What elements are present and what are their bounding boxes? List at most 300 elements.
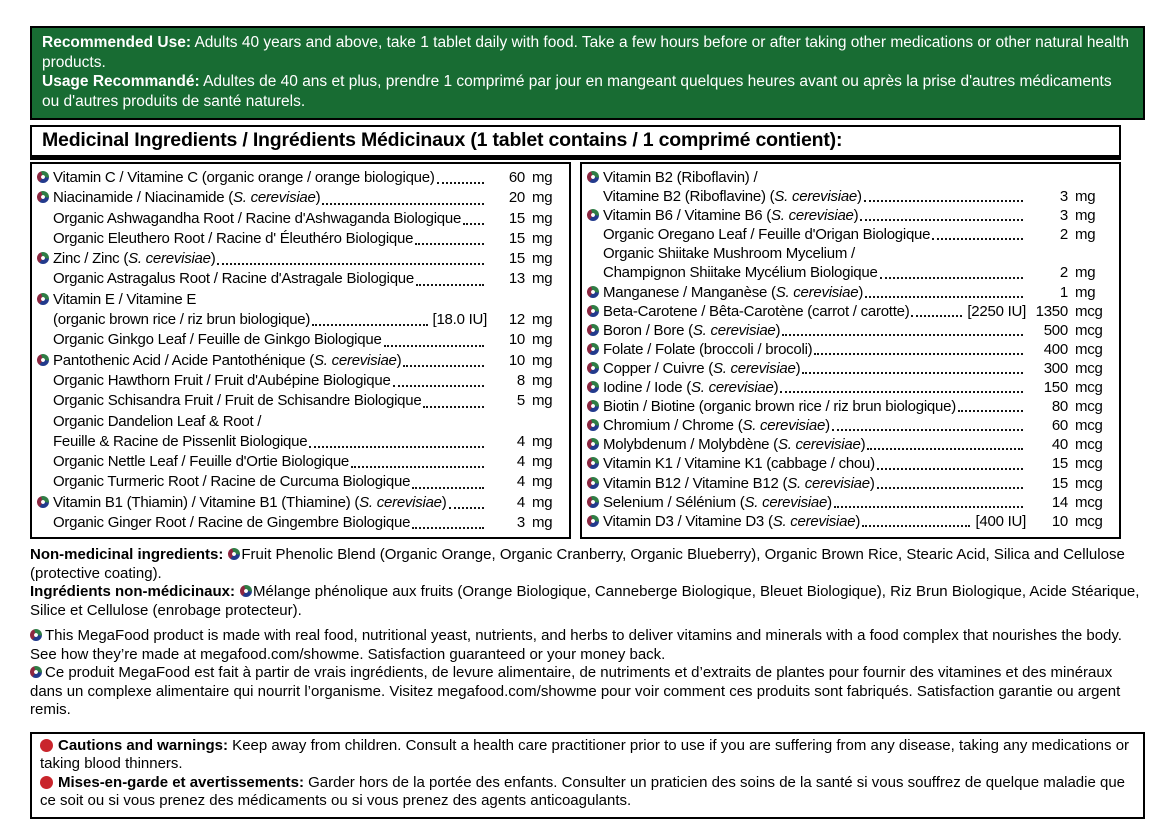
dot-leader bbox=[423, 406, 484, 408]
text: Zinc / Zinc ( bbox=[53, 250, 129, 268]
ingredient-amount: 14 bbox=[1051, 493, 1068, 511]
dot-leader bbox=[880, 277, 1023, 279]
text: Organic Oregano Leaf / Feuille d'Origan Biologique bbox=[603, 226, 931, 244]
ingredient-row bbox=[37, 391, 562, 411]
iu-value: [2250 IU] bbox=[967, 302, 1026, 320]
paragraph-label: Cautions and warnings: bbox=[58, 736, 229, 754]
ingredient-icon-cell bbox=[587, 454, 603, 473]
ingredient-amount: 15 bbox=[508, 209, 525, 227]
recommended-use-box bbox=[30, 26, 1145, 120]
ingredient-icon-cell bbox=[587, 493, 603, 512]
ingredient-icon-cell bbox=[587, 283, 603, 302]
text: ) bbox=[827, 493, 832, 511]
pinwheel-icon bbox=[228, 548, 240, 560]
ingredient-icon-cell bbox=[587, 302, 603, 321]
ingredient-icon-cell bbox=[587, 416, 603, 435]
ingredient-name bbox=[603, 416, 830, 435]
text: Mélange phénolique aux fruits (Orange Biologique, Canneberge Biologique, Bleuet Biologique), Riz Brun Biologique, Acide Stéarique, Silice et Cellulose (enrobage protecteur). bbox=[30, 583, 1140, 619]
ingredient-amount: 300 bbox=[1043, 359, 1068, 377]
pinwheel-icon bbox=[587, 419, 599, 431]
text: Chromium / Chrome ( bbox=[603, 417, 743, 435]
latin-name-text: S. cerevisiae bbox=[771, 207, 854, 225]
text: ) bbox=[210, 250, 216, 268]
ingredient-name bbox=[603, 397, 956, 416]
ingredient-icon-cell bbox=[587, 435, 603, 454]
paragraph-label: Usage Recommandé: bbox=[42, 73, 200, 90]
text: Organic Eleuthero Root / Racine d' Éleuthéro Biologique bbox=[53, 229, 414, 247]
ingredient-row bbox=[587, 340, 1112, 359]
text: Vitamin C / Vitamine C (organic orange / orange biologique) bbox=[53, 169, 435, 186]
ingredient-row bbox=[37, 493, 562, 513]
ingredient-amount: 12 bbox=[508, 311, 525, 329]
latin-name-text: S. cerevisiae bbox=[777, 436, 861, 454]
ingredient-name bbox=[603, 435, 865, 454]
ingredient-row bbox=[587, 302, 1112, 321]
ingredient-amount: 2 bbox=[1059, 264, 1068, 282]
paragraph bbox=[30, 664, 1145, 720]
text: ) bbox=[853, 207, 859, 225]
ingredient-unit: mcg bbox=[1075, 359, 1103, 377]
ingredient-name bbox=[603, 359, 800, 378]
pinwheel-icon bbox=[30, 666, 42, 678]
ingredient-unit: mg bbox=[532, 473, 553, 491]
text: Keep away from children. Consult a health care practitioner prior to use if you are suffering from any disease, taking any medications or taking blood thinners. bbox=[40, 736, 1130, 773]
text: ) bbox=[860, 436, 866, 454]
text: Organic Turmeric Root / Racine de Curcuma Biologique bbox=[53, 473, 411, 491]
dot-leader bbox=[877, 468, 1023, 470]
paragraph-label: Recommended Use: bbox=[42, 34, 192, 51]
ingredient-icon-cell bbox=[587, 206, 603, 225]
paragraph-label: Ingrédients non-médicinaux: bbox=[30, 583, 236, 601]
ingredient-amount: 15 bbox=[1051, 455, 1068, 473]
ingredient-row bbox=[37, 249, 562, 269]
ingredient-unit: mcg bbox=[1075, 302, 1103, 320]
text: Vitamin K1 / Vitamine K1 (cabbage / chou) bbox=[603, 455, 875, 473]
ingredient-row bbox=[37, 188, 562, 208]
pinwheel-icon bbox=[587, 457, 599, 469]
ingredient-row bbox=[587, 359, 1112, 378]
ingredient-unit: mg bbox=[532, 351, 553, 369]
ingredient-amount: 3 bbox=[1059, 207, 1068, 225]
ingredient-row bbox=[37, 269, 562, 289]
ingredient-unit: mg bbox=[1075, 226, 1096, 244]
dot-leader bbox=[814, 353, 1023, 355]
text: Champignon Shiitake Mycélium Biologique bbox=[603, 264, 878, 282]
pinwheel-icon bbox=[587, 286, 599, 298]
dot-leader bbox=[911, 315, 962, 317]
ingredient-row bbox=[587, 321, 1112, 340]
ingredient-amount: 4 bbox=[516, 453, 525, 471]
ingredient-name bbox=[603, 474, 875, 493]
ingredient-name bbox=[53, 452, 349, 472]
dot-leader bbox=[416, 284, 484, 286]
ingredient-unit: mg bbox=[532, 169, 553, 186]
ingredient-amount: 3 bbox=[516, 514, 525, 532]
ingredient-row bbox=[37, 452, 562, 472]
text: Boron / Bore ( bbox=[603, 321, 693, 339]
text: ) bbox=[825, 417, 830, 435]
dot-leader bbox=[958, 410, 1023, 412]
ingredient-unit: mcg bbox=[1075, 436, 1103, 454]
dot-leader bbox=[403, 365, 484, 367]
latin-name-text: S. cerevisiae bbox=[690, 379, 774, 397]
ingredient-unit: mg bbox=[532, 229, 553, 247]
ingredient-amount: 400 bbox=[1043, 340, 1068, 358]
pinwheel-icon bbox=[587, 343, 599, 355]
latin-name-text: S. cerevisiae bbox=[742, 417, 826, 435]
dot-leader bbox=[802, 372, 1023, 374]
ingredient-name bbox=[53, 371, 391, 391]
ingredient-icon-cell bbox=[587, 340, 603, 359]
dot-leader bbox=[865, 296, 1023, 298]
text: Organic Nettle Leaf / Feuille d'Ortie Biologique bbox=[53, 453, 350, 471]
ingredient-icon-cell bbox=[587, 168, 603, 187]
pinwheel-icon bbox=[587, 438, 599, 450]
ingredient-amount: 60 bbox=[508, 169, 525, 186]
ingredient-amount: 150 bbox=[1043, 379, 1068, 397]
text: Organic Ginger Root / Racine de Gingembre Biologique bbox=[53, 514, 411, 532]
pinwheel-icon bbox=[587, 362, 599, 374]
ingredient-row bbox=[587, 244, 1112, 263]
ingredient-unit: mg bbox=[532, 209, 553, 227]
ingredient-unit: mcg bbox=[1075, 474, 1103, 492]
ingredient-row bbox=[587, 187, 1112, 206]
ingredient-name bbox=[53, 330, 382, 350]
ingredients-column-right bbox=[580, 162, 1121, 539]
text: Molybdenum / Molybdène ( bbox=[603, 436, 778, 454]
ingredient-row bbox=[37, 371, 562, 391]
ingredient-row bbox=[587, 474, 1112, 493]
ingredient-unit: mg bbox=[532, 493, 553, 511]
ingredient-name bbox=[603, 187, 862, 206]
text: Vitamin B1 (Thiamin) / Vitamine B1 (Thiamine) ( bbox=[53, 493, 360, 511]
text: ) bbox=[869, 474, 875, 492]
paragraph bbox=[30, 583, 1145, 620]
iu-value: [400 IU] bbox=[975, 512, 1026, 530]
ingredient-name bbox=[53, 269, 414, 289]
ingredient-unit: mg bbox=[532, 270, 553, 288]
ingredient-row bbox=[587, 416, 1112, 435]
dot-leader bbox=[834, 506, 1023, 508]
ingredient-amount: 1 bbox=[1059, 283, 1068, 301]
ingredient-row bbox=[587, 263, 1112, 282]
dot-leader bbox=[780, 391, 1023, 393]
ingredient-amount: 13 bbox=[508, 270, 525, 288]
ingredient-unit: mcg bbox=[1075, 512, 1103, 530]
ingredient-row bbox=[37, 209, 562, 229]
pinwheel-icon bbox=[587, 209, 599, 221]
ingredient-amount: 2 bbox=[1059, 226, 1068, 244]
medicinal-ingredients-title: Medicinal Ingredients / Ingrédients Médicinaux (1 tablet contains / 1 comprimé contient): bbox=[42, 129, 843, 151]
ingredient-row bbox=[37, 310, 562, 330]
ingredient-icon-cell bbox=[37, 168, 53, 188]
ingredient-name bbox=[53, 412, 261, 432]
ingredient-row bbox=[37, 412, 562, 432]
ingredient-unit: mcg bbox=[1075, 340, 1103, 358]
ingredient-name bbox=[53, 229, 413, 249]
text: Adultes de 40 ans et plus, prendre 1 comprimé par jour en mangeant quelques heures avant ou après la prise d'autres médicaments ou d'autres produits de santé naturels. bbox=[42, 73, 1112, 110]
text: Organic Dandelion Leaf & Root / bbox=[53, 412, 262, 430]
ingredient-icon-cell bbox=[37, 351, 53, 371]
dot-leader bbox=[393, 385, 484, 387]
ingredient-row bbox=[37, 513, 562, 533]
ingredient-amount: 15 bbox=[1051, 474, 1068, 492]
ingredient-icon-cell bbox=[37, 493, 53, 513]
ingredient-icon-cell bbox=[587, 321, 603, 340]
ingredient-name bbox=[53, 351, 401, 371]
ingredient-row bbox=[37, 351, 562, 371]
paragraph-label: Mises-en-garde et avertissements: bbox=[58, 773, 304, 791]
text: Ce produit MegaFood est fait à partir de vrais ingrédients, de levure alimentaire, de nutriments et d’extraits de plantes pour fournir des vitamines et des minéraux dans un complexe alimentaire qui nourrit l’organisme. Visitez megafood.com/showme pour voir comment ces produits sont fabriqués. Satisfaction garantie ou argent remis. bbox=[30, 664, 1121, 719]
dot-leader bbox=[782, 334, 1023, 336]
text: Organic Ashwagandha Root / Racine d'Ashwaganda Biologique bbox=[53, 209, 462, 227]
text: ) bbox=[775, 321, 781, 339]
ingredient-name bbox=[603, 225, 930, 244]
text: Organic Astragalus Root / Racine d'Astragale Biologique bbox=[53, 270, 414, 288]
dot-leader bbox=[862, 525, 970, 527]
latin-name-text: S. cerevisiae bbox=[787, 474, 870, 492]
ingredient-amount: 40 bbox=[1051, 436, 1068, 454]
ingredient-unit: mcg bbox=[1075, 455, 1103, 473]
pinwheel-icon bbox=[37, 252, 49, 264]
latin-name-text: S. cerevisiae bbox=[233, 189, 316, 207]
ingredient-name bbox=[603, 493, 832, 512]
dot-leader bbox=[384, 345, 484, 347]
ingredient-icon-cell bbox=[587, 378, 603, 397]
ingredient-name bbox=[603, 283, 863, 302]
text: Vitamin B2 (Riboflavin) / bbox=[603, 169, 758, 186]
ingredient-amount: 3 bbox=[1059, 188, 1068, 206]
ingredient-amount: 5 bbox=[516, 392, 525, 410]
pinwheel-icon bbox=[37, 354, 49, 366]
text: Copper / Cuivre ( bbox=[603, 359, 713, 377]
text: Organic Schisandra Fruit / Fruit de Schisandre Biologique bbox=[53, 392, 422, 410]
text: Manganese / Manganèse ( bbox=[603, 283, 776, 301]
ingredient-row bbox=[37, 432, 562, 452]
paragraph-label: Non-medicinal ingredients: bbox=[30, 546, 224, 564]
latin-name-text: S. cerevisiae bbox=[692, 321, 776, 339]
pinwheel-icon bbox=[587, 477, 599, 489]
ingredient-icon-cell bbox=[37, 249, 53, 269]
iu-value: [18.0 IU] bbox=[432, 311, 487, 329]
pinwheel-icon bbox=[240, 585, 252, 597]
pinwheel-icon bbox=[37, 191, 49, 203]
ingredient-name bbox=[53, 310, 310, 330]
dot-leader bbox=[415, 243, 484, 245]
text: Feuille & Racine de Pissenlit Biologique bbox=[53, 432, 308, 450]
text: Organic Ginkgo Leaf / Feuille de Ginkgo Biologique bbox=[53, 331, 382, 349]
dot-leader bbox=[312, 324, 427, 326]
ingredient-amount: 10 bbox=[508, 331, 525, 349]
text: (organic brown rice / riz brun biologique) bbox=[53, 311, 311, 329]
ingredient-unit: mg bbox=[532, 331, 553, 349]
ingredient-unit: mg bbox=[532, 432, 553, 450]
ingredient-icon-cell bbox=[587, 512, 603, 531]
dot-leader bbox=[437, 182, 484, 184]
medicinal-ingredients-header bbox=[30, 125, 1121, 160]
ingredient-unit: mg bbox=[532, 514, 553, 532]
ingredient-unit: mg bbox=[532, 392, 553, 410]
latin-name-text: S. cerevisiae bbox=[314, 351, 397, 369]
warning-bullet-icon bbox=[40, 776, 53, 789]
paragraph bbox=[42, 33, 1133, 72]
text: Vitamin B12 / Vitamine B12 ( bbox=[603, 474, 788, 492]
text: Pantothenic Acid / Acide Pantothénique ( bbox=[53, 351, 315, 369]
pinwheel-icon bbox=[37, 496, 49, 508]
text: Iodine / Iode ( bbox=[603, 379, 691, 397]
latin-name-text: S. cerevisiae bbox=[772, 512, 856, 530]
ingredient-row bbox=[37, 330, 562, 350]
dot-leader bbox=[860, 219, 1023, 221]
dot-leader bbox=[412, 527, 484, 529]
dot-leader bbox=[217, 263, 484, 265]
dot-leader bbox=[449, 507, 484, 509]
ingredient-amount: 15 bbox=[508, 229, 525, 247]
dot-leader bbox=[932, 238, 1023, 240]
ingredient-row bbox=[37, 472, 562, 492]
ingredient-unit: mg bbox=[1075, 283, 1096, 301]
ingredient-name bbox=[53, 249, 215, 269]
text: Adults 40 years and above, take 1 tablet daily with food. Take a few hours before or after taking other medications or other natural health products. bbox=[42, 34, 1130, 71]
text: Vitamin E / Vitamine E bbox=[53, 290, 197, 308]
ingredient-amount: 4 bbox=[516, 493, 525, 511]
text: Biotin / Biotine (organic brown rice / riz brun biologique) bbox=[603, 398, 956, 416]
ingredient-amount: 80 bbox=[1051, 398, 1068, 416]
ingredient-row bbox=[587, 435, 1112, 454]
ingredient-row bbox=[587, 512, 1112, 531]
latin-name-text: S. cerevisiae bbox=[128, 250, 211, 268]
dot-leader bbox=[463, 223, 484, 225]
text: Vitamine B2 (Riboflavine) ( bbox=[603, 188, 775, 206]
pinwheel-icon bbox=[37, 293, 49, 305]
ingredient-row bbox=[587, 168, 1112, 187]
text: Selenium / Sélénium ( bbox=[603, 493, 745, 511]
ingredient-name bbox=[603, 263, 878, 282]
pinwheel-icon bbox=[587, 400, 599, 412]
dot-leader bbox=[322, 203, 484, 205]
ingredient-row bbox=[587, 493, 1112, 512]
pinwheel-icon bbox=[587, 171, 599, 183]
ingredient-name bbox=[53, 472, 410, 492]
ingredient-row bbox=[37, 168, 562, 188]
ingredient-unit: mg bbox=[1075, 207, 1096, 225]
dot-leader bbox=[351, 466, 484, 468]
dot-leader bbox=[877, 487, 1023, 489]
latin-name-text: S. cerevisiae bbox=[775, 283, 859, 301]
ingredient-row bbox=[587, 225, 1112, 244]
ingredient-amount: 500 bbox=[1043, 321, 1068, 339]
ingredient-unit: mcg bbox=[1075, 493, 1103, 511]
pinwheel-icon bbox=[587, 381, 599, 393]
dot-leader bbox=[832, 429, 1023, 431]
ingredient-name bbox=[603, 512, 860, 531]
ingredient-name bbox=[53, 391, 421, 411]
ingredient-name bbox=[603, 244, 855, 263]
pinwheel-icon bbox=[30, 629, 42, 641]
latin-name-text: S. cerevisiae bbox=[774, 188, 858, 206]
ingredient-icon-cell bbox=[587, 397, 603, 416]
ingredient-unit: mg bbox=[1075, 264, 1096, 282]
ingredient-name bbox=[603, 378, 778, 397]
ingredient-name bbox=[53, 188, 320, 208]
ingredient-row bbox=[587, 283, 1112, 302]
ingredient-name bbox=[53, 493, 447, 513]
ingredient-unit: mg bbox=[532, 311, 553, 329]
pinwheel-icon bbox=[587, 324, 599, 336]
latin-name-text: S. cerevisiae bbox=[359, 493, 442, 511]
ingredient-unit: mcg bbox=[1075, 379, 1103, 397]
pinwheel-icon bbox=[37, 171, 49, 183]
text: ) bbox=[396, 351, 402, 369]
ingredient-name bbox=[53, 513, 410, 533]
ingredient-amount: 1350 bbox=[1035, 302, 1068, 320]
text: ) bbox=[315, 189, 321, 207]
ingredient-row bbox=[587, 454, 1112, 473]
text: Folate / Folate (broccoli / brocoli) bbox=[603, 340, 813, 358]
ingredient-name bbox=[603, 168, 757, 187]
text: Fruit Phenolic Blend (Organic Orange, Organic Cranberry, Organic Blueberry), Organic Brown Rice, Stearic Acid, Silica and Cellulose (protective coating). bbox=[30, 546, 1125, 582]
latin-name-text: S. cerevisiae bbox=[712, 359, 796, 377]
ingredient-amount: 8 bbox=[516, 371, 525, 389]
text: This MegaFood product is made with real food, nutritional yeast, nutrients, and herbs to deliver vitamins and minerals with a food complex that nourishes the body. See how they’re made at megafood.com/showme. Satisfaction guaranteed or your money back. bbox=[30, 627, 1122, 663]
ingredient-icon-cell bbox=[37, 290, 53, 310]
text: ) bbox=[773, 379, 779, 397]
ingredient-unit: mcg bbox=[1075, 398, 1103, 416]
ingredient-row bbox=[587, 397, 1112, 416]
ingredient-amount: 15 bbox=[508, 250, 525, 268]
ingredient-amount: 10 bbox=[508, 351, 525, 369]
ingredient-amount: 4 bbox=[516, 432, 525, 450]
cautions-box bbox=[30, 732, 1145, 819]
pinwheel-icon bbox=[587, 305, 599, 317]
text: Vitamin D3 / Vitamine D3 ( bbox=[603, 512, 773, 530]
ingredient-name bbox=[603, 321, 780, 340]
ingredient-row bbox=[587, 206, 1112, 225]
ingredient-name bbox=[53, 168, 435, 188]
text: Beta-Carotene / Bêta-Carotène (carrot / carotte) bbox=[603, 302, 910, 320]
ingredient-name bbox=[603, 302, 909, 321]
dot-leader bbox=[309, 446, 484, 448]
ingredients-panels bbox=[30, 162, 1121, 539]
megafood-info-section bbox=[30, 627, 1145, 720]
text: ) bbox=[858, 283, 864, 301]
text: Vitamin B6 / Vitamine B6 ( bbox=[603, 207, 772, 225]
ingredient-icon-cell bbox=[587, 474, 603, 493]
dot-leader bbox=[412, 487, 484, 489]
paragraph bbox=[40, 774, 1135, 811]
ingredient-name bbox=[603, 454, 875, 473]
pinwheel-icon bbox=[587, 496, 599, 508]
non-medicinal-section bbox=[30, 546, 1145, 620]
ingredient-name bbox=[53, 290, 196, 310]
ingredient-amount: 10 bbox=[1051, 512, 1068, 530]
paragraph bbox=[42, 72, 1133, 111]
ingredient-name bbox=[53, 209, 461, 229]
ingredients-column-left bbox=[30, 162, 571, 539]
ingredient-amount: 4 bbox=[516, 473, 525, 491]
ingredient-unit: mg bbox=[532, 453, 553, 471]
ingredient-unit: mg bbox=[532, 371, 553, 389]
ingredient-name bbox=[53, 432, 307, 452]
text: ) bbox=[441, 493, 447, 511]
latin-name-text: S. cerevisiae bbox=[744, 493, 828, 511]
ingredient-name bbox=[603, 206, 858, 225]
ingredient-unit: mcg bbox=[1075, 417, 1103, 435]
dot-leader bbox=[867, 448, 1023, 450]
text: ) bbox=[795, 359, 801, 377]
text: Organic Hawthorn Fruit / Fruit d'Aubépine Biologique bbox=[53, 371, 391, 389]
paragraph bbox=[30, 627, 1145, 664]
